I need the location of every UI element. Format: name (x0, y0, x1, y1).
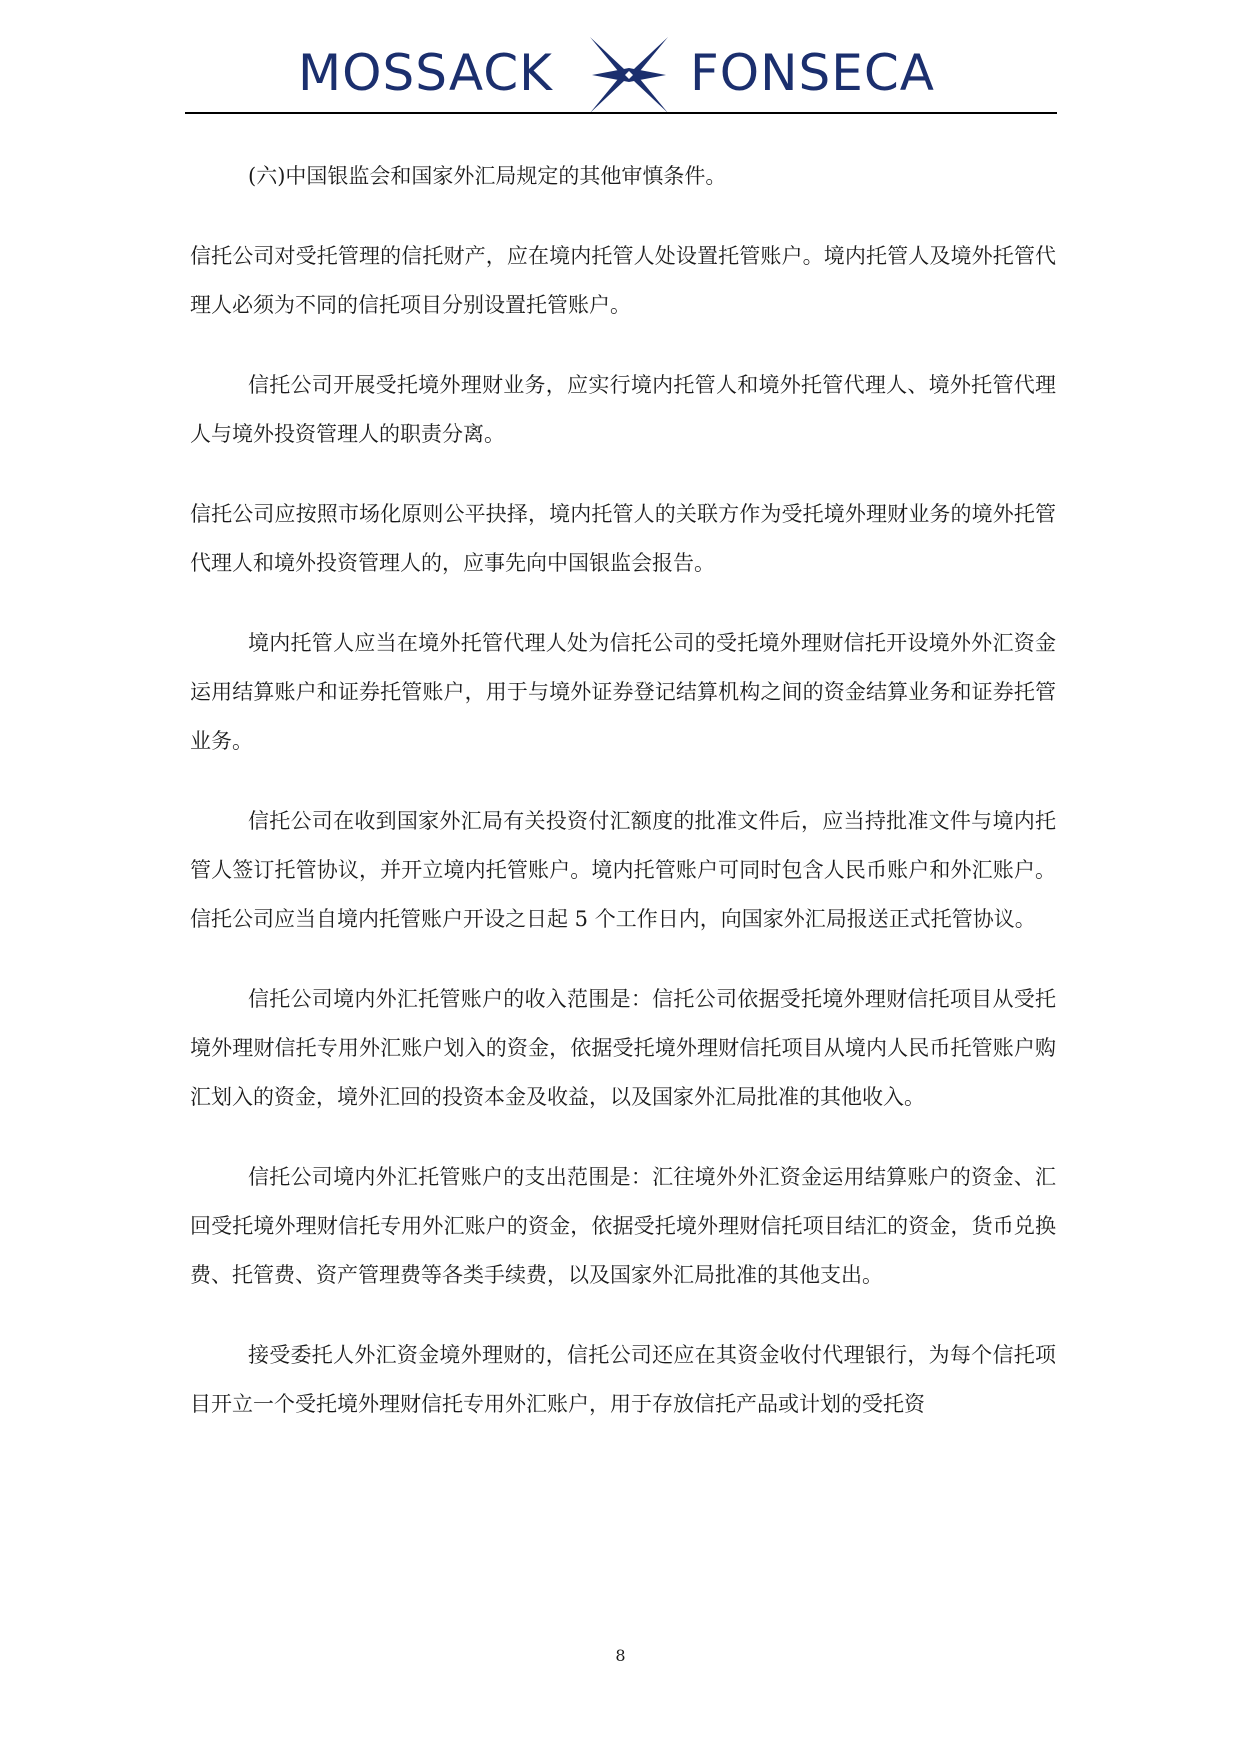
logo-text-mossack: MOSSACK (298, 44, 553, 102)
paragraph-3: 信托公司开展受托境外理财业务，应实行境内托管人和境外托管代理人、境外托管代理人与境外投资管理人的职责分离。 (190, 373, 1056, 446)
paragraph-1: (六)中国银监会和国家外汇局规定的其他审慎条件。 (248, 164, 727, 188)
page-header (185, 30, 1057, 114)
paragraph-5: 境内托管人应当在境外托管代理人处为信托公司的受托境外理财信托开设境外外汇资金运用结算账户和证券托管账户，用于与境外证券登记结算机构之间的资金结算业务和证券托管业务。 (190, 631, 1056, 753)
paragraph-6: 信托公司在收到国家外汇局有关投资付汇额度的批准文件后，应当持批准文件与境内托管人签订托管协议，并开立境内托管账户。境内托管账户可同时包含人民币账户和外汇账户。信托公司应当自境内托管账户开设之日起 5 个工作日内，向国家外汇局报送正式托管协议。 (190, 809, 1056, 931)
page-number: 8 (615, 1646, 626, 1665)
paragraph-2: 信托公司对受托管理的信托财产，应在境内托管人处设置托管账户。境内托管人及境外托管代理人必须为不同的信托项目分别设置托管账户。 (190, 244, 1056, 317)
paragraph-7: 信托公司境内外汇托管账户的收入范围是：信托公司依据受托境外理财信托项目从受托境外理财信托专用外汇账户划入的资金，依据受托境外理财信托项目从境内人民币托管账户购汇划入的资金，境外汇回的投资本金及收益，以及国家外汇局批准的其他收入。 (190, 987, 1056, 1109)
paragraph-9: 接受委托人外汇资金境外理财的，信托公司还应在其资金收付代理银行，为每个信托项目开立一个受托境外理财信托专用外汇账户，用于存放信托产品或计划的受托资 (190, 1343, 1056, 1416)
star-cross-logo-icon (588, 35, 670, 115)
paragraph-4: 信托公司应按照市场化原则公平抉择，境内托管人的关联方作为受托境外理财业务的境外托管代理人和境外投资管理人的，应事先向中国银监会报告。 (190, 502, 1056, 575)
header-divider (185, 112, 1057, 114)
logo-text-fonseca: FONSECA (690, 44, 935, 102)
paragraph-8: 信托公司境内外汇托管账户的支出范围是：汇往境外外汇资金运用结算账户的资金、汇回受托境外理财信托专用外汇账户的资金，依据受托境外理财信托项目结汇的资金，货币兑换费、托管费、资产管理费等各类手续费，以及国家外汇局批准的其他支出。 (190, 1165, 1056, 1287)
document-body (190, 152, 1056, 1460)
